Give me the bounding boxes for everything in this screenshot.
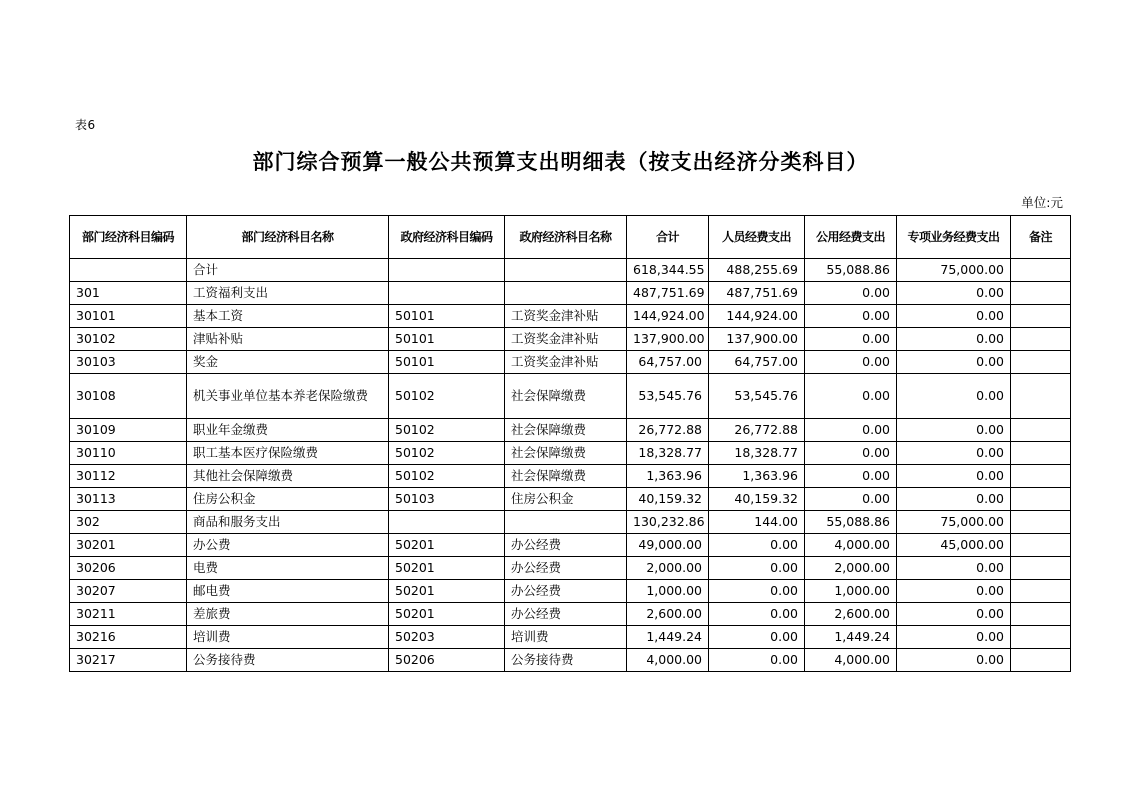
- cell-gov-name: 培训费: [505, 626, 627, 649]
- cell-dept-code: 30103: [70, 351, 187, 374]
- cell-special: 75,000.00: [897, 511, 1011, 534]
- cell-gov-code: 50101: [389, 328, 505, 351]
- cell-total: 144,924.00: [627, 305, 709, 328]
- cell-special: 0.00: [897, 580, 1011, 603]
- table-row: [70, 557, 1071, 580]
- cell-total: 618,344.55: [627, 259, 709, 282]
- cell-special: 0.00: [897, 488, 1011, 511]
- cell-special: 0.00: [897, 649, 1011, 672]
- col-header-personnel: 人员经费支出: [709, 216, 805, 259]
- cell-public: 0.00: [805, 282, 897, 305]
- cell-special: 0.00: [897, 557, 1011, 580]
- cell-special: 0.00: [897, 351, 1011, 374]
- cell-total: 53,545.76: [627, 374, 709, 419]
- cell-total: 2,600.00: [627, 603, 709, 626]
- col-header-special: 专项业务经费支出: [897, 216, 1011, 259]
- cell-dept-name: 办公费: [187, 534, 389, 557]
- cell-dept-code: 30211: [70, 603, 187, 626]
- cell-gov-name: 社会保障缴费: [505, 465, 627, 488]
- cell-public: 0.00: [805, 465, 897, 488]
- table-number: 表6: [75, 118, 96, 132]
- cell-gov-name: 社会保障缴费: [505, 419, 627, 442]
- table-row: [70, 282, 1071, 305]
- cell-gov-name: [505, 282, 627, 305]
- cell-public: 55,088.86: [805, 511, 897, 534]
- cell-gov-code: 50203: [389, 626, 505, 649]
- cell-special: 0.00: [897, 282, 1011, 305]
- table-row: [70, 328, 1071, 351]
- cell-note: [1011, 328, 1071, 351]
- cell-total: 26,772.88: [627, 419, 709, 442]
- cell-dept-code: 30206: [70, 557, 187, 580]
- cell-public: 55,088.86: [805, 259, 897, 282]
- table-row: [70, 603, 1071, 626]
- cell-special: 0.00: [897, 305, 1011, 328]
- cell-special: 0.00: [897, 442, 1011, 465]
- cell-note: [1011, 557, 1071, 580]
- cell-special: 0.00: [897, 603, 1011, 626]
- cell-gov-code: 50201: [389, 557, 505, 580]
- cell-personnel: 64,757.00: [709, 351, 805, 374]
- cell-gov-code: 50201: [389, 603, 505, 626]
- cell-note: [1011, 419, 1071, 442]
- cell-note: [1011, 374, 1071, 419]
- cell-gov-code: 50101: [389, 305, 505, 328]
- cell-personnel: 0.00: [709, 534, 805, 557]
- cell-total: 1,449.24: [627, 626, 709, 649]
- cell-note: [1011, 649, 1071, 672]
- cell-dept-name: 公务接待费: [187, 649, 389, 672]
- cell-dept-name: 工资福利支出: [187, 282, 389, 305]
- cell-dept-code: 30216: [70, 626, 187, 649]
- cell-dept-code: 30217: [70, 649, 187, 672]
- cell-dept-name: 邮电费: [187, 580, 389, 603]
- cell-total: 49,000.00: [627, 534, 709, 557]
- cell-dept-name: 津贴补贴: [187, 328, 389, 351]
- cell-public: 2,000.00: [805, 557, 897, 580]
- cell-dept-name: 电费: [187, 557, 389, 580]
- cell-personnel: 0.00: [709, 649, 805, 672]
- cell-public: 4,000.00: [805, 534, 897, 557]
- cell-total: 40,159.32: [627, 488, 709, 511]
- cell-personnel: 0.00: [709, 557, 805, 580]
- cell-total: 1,000.00: [627, 580, 709, 603]
- cell-personnel: 488,255.69: [709, 259, 805, 282]
- col-header-note: 备注: [1011, 216, 1071, 259]
- table-row: [70, 626, 1071, 649]
- table-row: [70, 580, 1071, 603]
- cell-personnel: 144.00: [709, 511, 805, 534]
- cell-special: 75,000.00: [897, 259, 1011, 282]
- cell-note: [1011, 534, 1071, 557]
- col-header-gov-code: 政府经济科目编码: [389, 216, 505, 259]
- cell-personnel: 1,363.96: [709, 465, 805, 488]
- table-row: [70, 465, 1071, 488]
- cell-gov-code: 50201: [389, 580, 505, 603]
- cell-dept-name: 职业年金缴费: [187, 419, 389, 442]
- cell-public: 0.00: [805, 351, 897, 374]
- cell-dept-name: 职工基本医疗保险缴费: [187, 442, 389, 465]
- cell-note: [1011, 511, 1071, 534]
- cell-total: 18,328.77: [627, 442, 709, 465]
- cell-special: 0.00: [897, 626, 1011, 649]
- cell-public: 0.00: [805, 442, 897, 465]
- cell-public: 0.00: [805, 419, 897, 442]
- col-header-dept-code: 部门经济科目编码: [70, 216, 187, 259]
- cell-dept-code: 302: [70, 511, 187, 534]
- cell-gov-code: 50201: [389, 534, 505, 557]
- cell-gov-name: 工资奖金津补贴: [505, 305, 627, 328]
- cell-public: 0.00: [805, 305, 897, 328]
- cell-gov-code: [389, 511, 505, 534]
- cell-personnel: 53,545.76: [709, 374, 805, 419]
- cell-dept-code: 30109: [70, 419, 187, 442]
- table-row: [70, 351, 1071, 374]
- cell-total: 1,363.96: [627, 465, 709, 488]
- cell-public: 0.00: [805, 488, 897, 511]
- cell-gov-name: [505, 511, 627, 534]
- cell-gov-code: 50102: [389, 374, 505, 419]
- cell-note: [1011, 626, 1071, 649]
- cell-personnel: 137,900.00: [709, 328, 805, 351]
- cell-personnel: 0.00: [709, 626, 805, 649]
- cell-personnel: 0.00: [709, 580, 805, 603]
- table-row: [70, 511, 1071, 534]
- cell-dept-code: 30113: [70, 488, 187, 511]
- cell-dept-code: 301: [70, 282, 187, 305]
- cell-dept-code: [70, 259, 187, 282]
- cell-dept-name: 差旅费: [187, 603, 389, 626]
- cell-dept-code: 30108: [70, 374, 187, 419]
- budget-table: [69, 215, 1071, 672]
- cell-gov-code: 50102: [389, 419, 505, 442]
- cell-personnel: 487,751.69: [709, 282, 805, 305]
- cell-dept-name: 合计: [187, 259, 389, 282]
- cell-note: [1011, 603, 1071, 626]
- cell-total: 2,000.00: [627, 557, 709, 580]
- table-header-row: [70, 216, 1071, 259]
- cell-dept-name: 住房公积金: [187, 488, 389, 511]
- cell-special: 0.00: [897, 465, 1011, 488]
- table-row: [70, 259, 1071, 282]
- cell-dept-code: 30201: [70, 534, 187, 557]
- cell-gov-name: 办公经费: [505, 557, 627, 580]
- cell-public: 0.00: [805, 374, 897, 419]
- cell-note: [1011, 259, 1071, 282]
- cell-personnel: 144,924.00: [709, 305, 805, 328]
- cell-personnel: 26,772.88: [709, 419, 805, 442]
- cell-gov-code: 50103: [389, 488, 505, 511]
- cell-gov-name: 社会保障缴费: [505, 374, 627, 419]
- cell-total: 137,900.00: [627, 328, 709, 351]
- cell-dept-code: 30112: [70, 465, 187, 488]
- cell-gov-name: 社会保障缴费: [505, 442, 627, 465]
- cell-gov-code: [389, 259, 505, 282]
- table-row: [70, 488, 1071, 511]
- cell-note: [1011, 488, 1071, 511]
- cell-note: [1011, 465, 1071, 488]
- cell-personnel: 0.00: [709, 603, 805, 626]
- cell-gov-code: [389, 282, 505, 305]
- col-header-gov-name: 政府经济科目名称: [505, 216, 627, 259]
- cell-gov-name: 工资奖金津补贴: [505, 351, 627, 374]
- cell-note: [1011, 442, 1071, 465]
- cell-public: 1,000.00: [805, 580, 897, 603]
- cell-gov-code: 50102: [389, 465, 505, 488]
- table-row: [70, 419, 1071, 442]
- cell-dept-name: 奖金: [187, 351, 389, 374]
- cell-public: 4,000.00: [805, 649, 897, 672]
- cell-special: 0.00: [897, 419, 1011, 442]
- cell-dept-name: 基本工资: [187, 305, 389, 328]
- table-body: [70, 259, 1071, 672]
- cell-gov-name: 公务接待费: [505, 649, 627, 672]
- cell-public: 2,600.00: [805, 603, 897, 626]
- cell-gov-name: 办公经费: [505, 603, 627, 626]
- cell-gov-name: 办公经费: [505, 580, 627, 603]
- cell-note: [1011, 351, 1071, 374]
- cell-dept-name: 培训费: [187, 626, 389, 649]
- cell-dept-name: 商品和服务支出: [187, 511, 389, 534]
- cell-total: 4,000.00: [627, 649, 709, 672]
- cell-public: 0.00: [805, 328, 897, 351]
- table-row: [70, 374, 1071, 419]
- cell-special: 45,000.00: [897, 534, 1011, 557]
- cell-dept-code: 30207: [70, 580, 187, 603]
- cell-total: 487,751.69: [627, 282, 709, 305]
- col-header-dept-name: 部门经济科目名称: [187, 216, 389, 259]
- cell-gov-code: 50102: [389, 442, 505, 465]
- col-header-total: 合计: [627, 216, 709, 259]
- cell-dept-code: 30102: [70, 328, 187, 351]
- table-row: [70, 305, 1071, 328]
- cell-note: [1011, 282, 1071, 305]
- cell-dept-name: 其他社会保障缴费: [187, 465, 389, 488]
- cell-public: 1,449.24: [805, 626, 897, 649]
- cell-special: 0.00: [897, 328, 1011, 351]
- cell-total: 130,232.86: [627, 511, 709, 534]
- col-header-public: 公用经费支出: [805, 216, 897, 259]
- cell-gov-code: 50206: [389, 649, 505, 672]
- cell-dept-name: 机关事业单位基本养老保险缴费: [187, 374, 389, 419]
- cell-note: [1011, 305, 1071, 328]
- page-title: 部门综合预算一般公共预算支出明细表（按支出经济分类科目）: [252, 149, 869, 174]
- cell-personnel: 18,328.77: [709, 442, 805, 465]
- cell-personnel: 40,159.32: [709, 488, 805, 511]
- cell-special: 0.00: [897, 374, 1011, 419]
- cell-total: 64,757.00: [627, 351, 709, 374]
- cell-gov-name: 办公经费: [505, 534, 627, 557]
- cell-gov-name: 工资奖金津补贴: [505, 328, 627, 351]
- unit-label: 单位:元: [1021, 195, 1063, 210]
- table-row: [70, 649, 1071, 672]
- cell-note: [1011, 580, 1071, 603]
- table-row: [70, 534, 1071, 557]
- table-row: [70, 442, 1071, 465]
- cell-gov-name: [505, 259, 627, 282]
- cell-dept-code: 30101: [70, 305, 187, 328]
- cell-gov-code: 50101: [389, 351, 505, 374]
- cell-gov-name: 住房公积金: [505, 488, 627, 511]
- cell-dept-code: 30110: [70, 442, 187, 465]
